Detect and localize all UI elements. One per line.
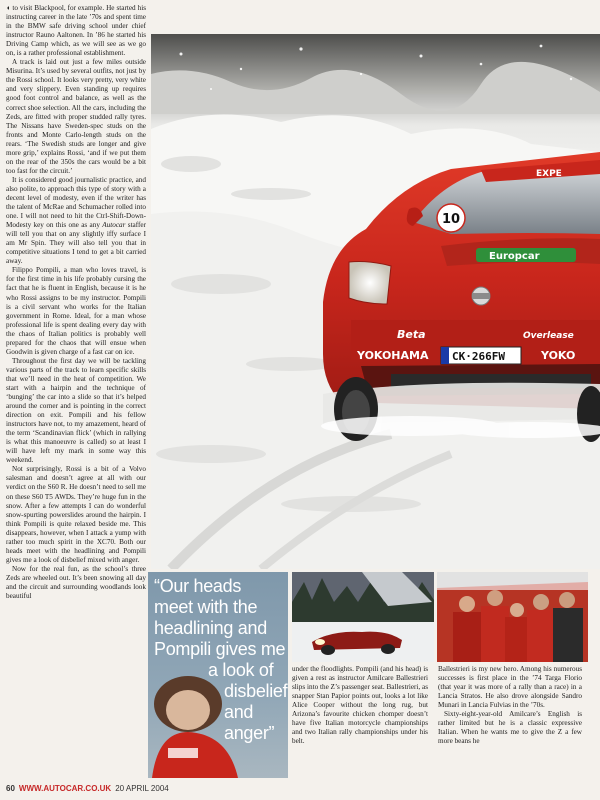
sponsor-beta: Beta [397,328,426,341]
photo-instructor-team-art [437,572,588,662]
car-number: 10 [442,212,461,227]
photo-night-driving [292,572,434,662]
license-plate: CK·266FW [452,350,505,363]
hero-photo-art [151,34,600,569]
photo-night-driving-art [292,572,434,662]
paragraph: under the floodlights. Pompili (and his head) is given a rest as instructor Amilcare Ballestrieri slips into the Z’s passenger seat. Ballestrieri, as snapper Stan Papior points out, looks a lot like Alice Cooper without the long rug, but Arizona’s favourite chicken chomper doesn’t have five Italian motorcycle championships and two Italian rally championships under his belt. [292,665,428,746]
page-footer [6,784,169,796]
paragraph: Filippo Pompili, a man who loves travel, is for the first time in his life probably cursing the fact that he is fluent in English, because it is he who Rossi assigns to be my instructor. Pompili is a civil servant who works for the Italian government in Rome. Ideal, for a man whose professional life is spent dealing every day with the chaos of Italian politics is probably well prepared for the chaos that will ensue when Goodwin is given charge of a fast car on ice. [6,266,146,356]
paragraph: Sixty-eight-year-old Amilcare’s English is rather limited but he is a classic expressive Italian. When he wants me to give the Z a few more beans he [438,710,582,746]
pull-quote: “Our heads meet with the headlining and Pompili gives me a look of disbelief and anger” [154,576,288,743]
sponsor-overlease: Overlease [523,331,574,341]
pull-quote-panel [148,572,288,778]
paragraph: Throughout the first day we will be tackling various parts of the track to learn specific skills that we’ll need in the heat of competition. We start with a hairpin and the technique of ‘bunging’ the car into a slide so that it’s helped around the corner and is pointing in the correct direction on exit. Pompili and his fellow instructors have not, to my amazement, heard of the term ‘Scandinavian flick’ (which in rallying is what this manoeuvre is called) so at least I will have left my mark in some way this weekend. [6,356,146,465]
page-number: 60 [6,784,15,793]
sponsor-yokohama: YOKOHAMA [357,349,429,362]
paragraph: ◖ to visit Blackpool, for example. He started his instructing career in the late ’70s and spent time in the BMW safe driving school under chief instructor Rauno Aaltonen. In ’86 he started his Driving Camp which, as we will see as we go on, is a rather professional establishment. [6,4,146,58]
continued-marker-icon: ◖ [6,4,11,12]
sponsor-yokohama-right: YOKO [541,349,576,362]
footer-date: 20 APRIL 2004 [115,784,169,793]
article-column-middle [292,665,428,777]
photo-instructor-team [437,572,588,662]
paragraph: Not surprisingly, Rossi is a bit of a Volvo salesman and doesn’t agree at all with our verdict on the S60 R. He doesn’t need to sell me on these S60 T5 AWDs. They’re huge fun in the snow. After a few attempts I can do wonderful snow-spurting powerslides around the hairpin. I think Pompili is quite relaxed beside me. This disappears, however, when I attack a yump with rather too much spirit in the XC70. Both our heads meet with the headlining and Pompili gives me a look of disbelief mixed with anger. [6,465,146,564]
article-column-left [6,4,146,782]
paragraph: It is considered good journalistic practice, and also polite, to approach this type of story with a decent level of modesty, even if the writer has the talent of McRae and Schumacher rolled into one. I will not need to hit the Ctrl-Shift-Down-Modesty key on this one as any Autocar staffer will tell you that on any slightly iffy surface I am Mr Spin. They will also tell you that in competitive situations I tend to get a bit carried away. [6,175,146,266]
paragraph: A track is laid out just a few miles outside Misurina. It’s used by several outfits, not just by the Rossi school. It looks very pretty, very white and very slippery. Even standing up requires good foot control and balance, as well as the correct shoe selection. All the cars, including the Zeds, are fitted with proper studded rally tyres. The Nissans have Sweden-spec studs on the fronts and Monte Carlo-length studs on the rears. ‘The Swedish studs are longer and give more grip,’ explains Rossi, ‘and if we put them on the rear of the 350s the cars would be a bit too fast for the circuit.’ [6,58,146,175]
paragraph: Now for the real fun, as the school’s three Zeds are wheeled out. It’s been snowing all day and the circuit and surrounding woodlands look beautiful [6,564,146,601]
article-column-right [438,665,582,777]
hero-photo-rally-car [151,34,600,569]
paragraph: Ballestrieri is my new hero. Among his numerous successes is first place in the ’74 Targa Florio (that year it was more of a rally than a race) in a Lancia Stratos. He also drove alongside Sandro Munari in Lancia Fulvias in the ’70s. [438,665,582,710]
windscreen-banner-text: EXPE [536,169,562,179]
footer-url: WWW.AUTOCAR.CO.UK [18,784,112,793]
bonnet-sponsor-text: Europcar [489,251,540,262]
